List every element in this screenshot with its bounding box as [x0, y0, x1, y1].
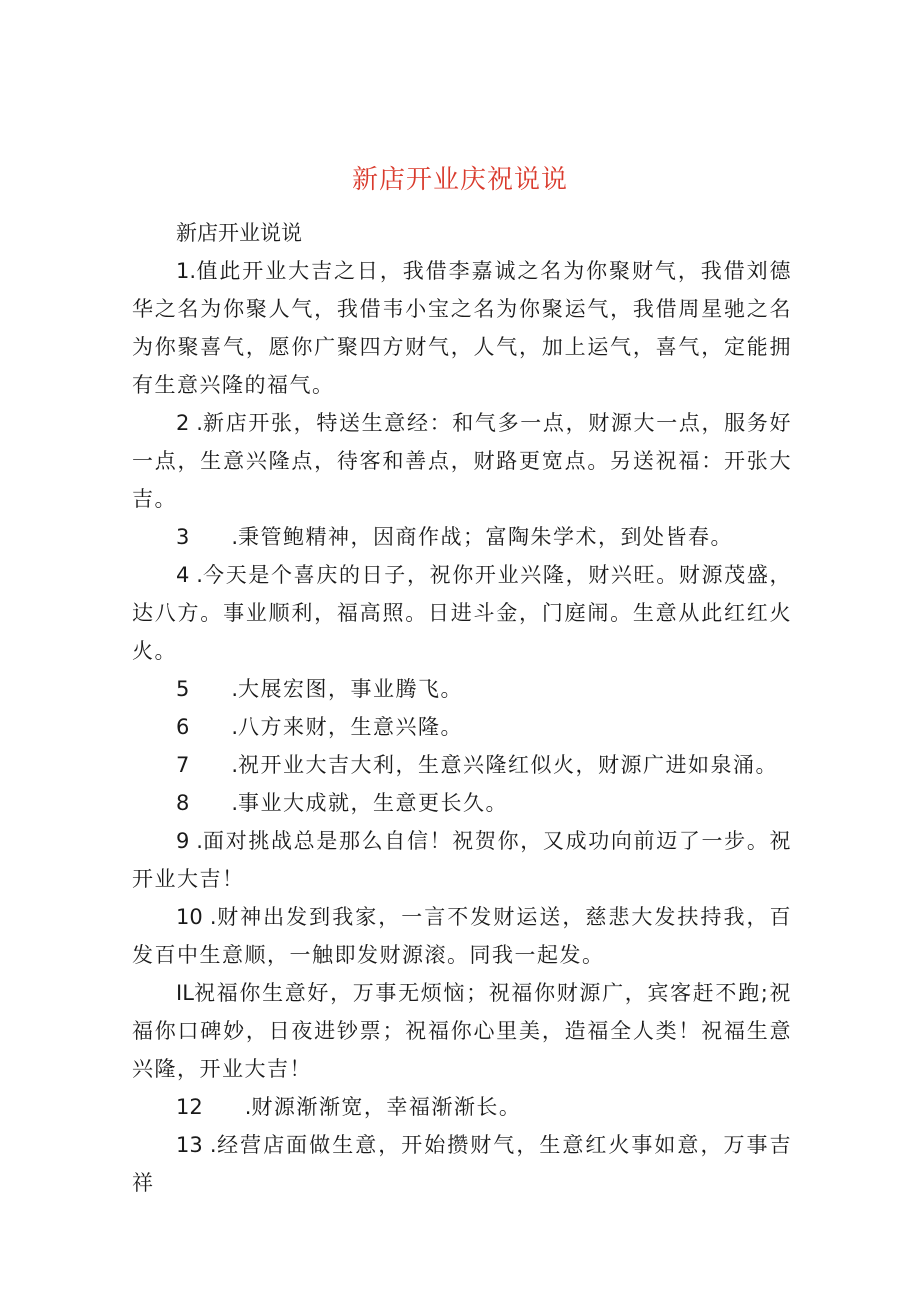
item-text: 财源渐渐宽，幸福渐渐长。 [251, 1095, 522, 1119]
item-text: 秉管鲍精神，因商作战；富陶朱学术，到处皆春。 [238, 525, 734, 549]
greeting-item-1 [132, 252, 792, 404]
greeting-item-11 [132, 974, 792, 1088]
item-number: 3 . [176, 525, 239, 549]
item-text: 大展宏图，事业腾飞。 [238, 677, 464, 701]
item-number: 10 . [176, 905, 217, 929]
item-number: 5 . [176, 677, 239, 701]
section-subtitle: 新店开业说说 [176, 221, 302, 245]
item-text: 财神出发到我家，一言不发财运送，慈悲大发扶持我，百发百中生意顺，一触即发财源滚。同我一起发。 [132, 905, 792, 967]
document-title: 新店开业庆祝说说 [351, 165, 568, 195]
greeting-item-7 [132, 746, 792, 784]
item-text: 新店开张，特送生意经：和气多一点，财源大一点，服务好一点，生意兴隆点，待客和善点，财路更宽点。另送祝福：开张大吉。 [132, 411, 792, 511]
item-number: 12 . [176, 1095, 252, 1119]
greeting-item-9 [132, 822, 792, 898]
item-number: 1. [176, 259, 197, 283]
greeting-item-8 [132, 784, 792, 822]
item-number: 13 . [176, 1133, 217, 1157]
greeting-item-12 [132, 1088, 792, 1126]
item-text: 事业大成就，生意更长久。 [238, 791, 509, 815]
greeting-item-10 [132, 898, 792, 974]
greeting-item-5 [132, 670, 792, 708]
item-number: 2 . [176, 411, 203, 435]
item-number: IL [176, 981, 194, 1005]
item-text: 面对挑战总是那么自信！祝贺你，又成功向前迈了一步。祝开业大吉！ [132, 829, 792, 891]
document-body [132, 214, 792, 1202]
item-number: 8 . [176, 791, 239, 815]
item-text: 八方来财，生意兴隆。 [238, 715, 464, 739]
item-text: 祝开业大吉大利，生意兴隆红似火，财源广进如泉涌。 [238, 753, 779, 777]
greeting-item-4 [132, 556, 792, 670]
item-number: 4 . [176, 563, 203, 587]
item-text: 今天是个喜庆的日子，祝你开业兴隆，财兴旺。财源茂盛，达八方。事业顺利，福高照。日进斗金，门庭闹。生意从此红红火火。 [132, 563, 792, 663]
greeting-item-3 [132, 518, 792, 556]
greeting-item-6 [132, 708, 792, 746]
item-number: 7 . [176, 753, 239, 777]
item-text: 值此开业大吉之日，我借李嘉诚之名为你聚财气，我借刘德华之名为你聚人气，我借韦小宝之名为你聚运气，我借周星驰之名为你聚喜气，愿你广聚四方财气，人气，加上运气，喜气，定能拥有生意兴隆的福气。 [132, 259, 792, 397]
item-text: 经营店面做生意，开始攒财气，生意红火事如意，万事吉祥 [132, 1133, 792, 1195]
item-number: 6 . [176, 715, 239, 739]
greeting-item-13 [132, 1126, 792, 1202]
item-text: 祝福你生意好，万事无烦恼；祝福你财源广，宾客赶不跑;祝福你口碑妙，日夜进钞票；祝福你心里美，造福全人类！祝福生意兴隆，开业大吉！ [132, 981, 792, 1081]
greeting-item-2 [132, 404, 792, 518]
item-number: 9 . [176, 829, 203, 853]
